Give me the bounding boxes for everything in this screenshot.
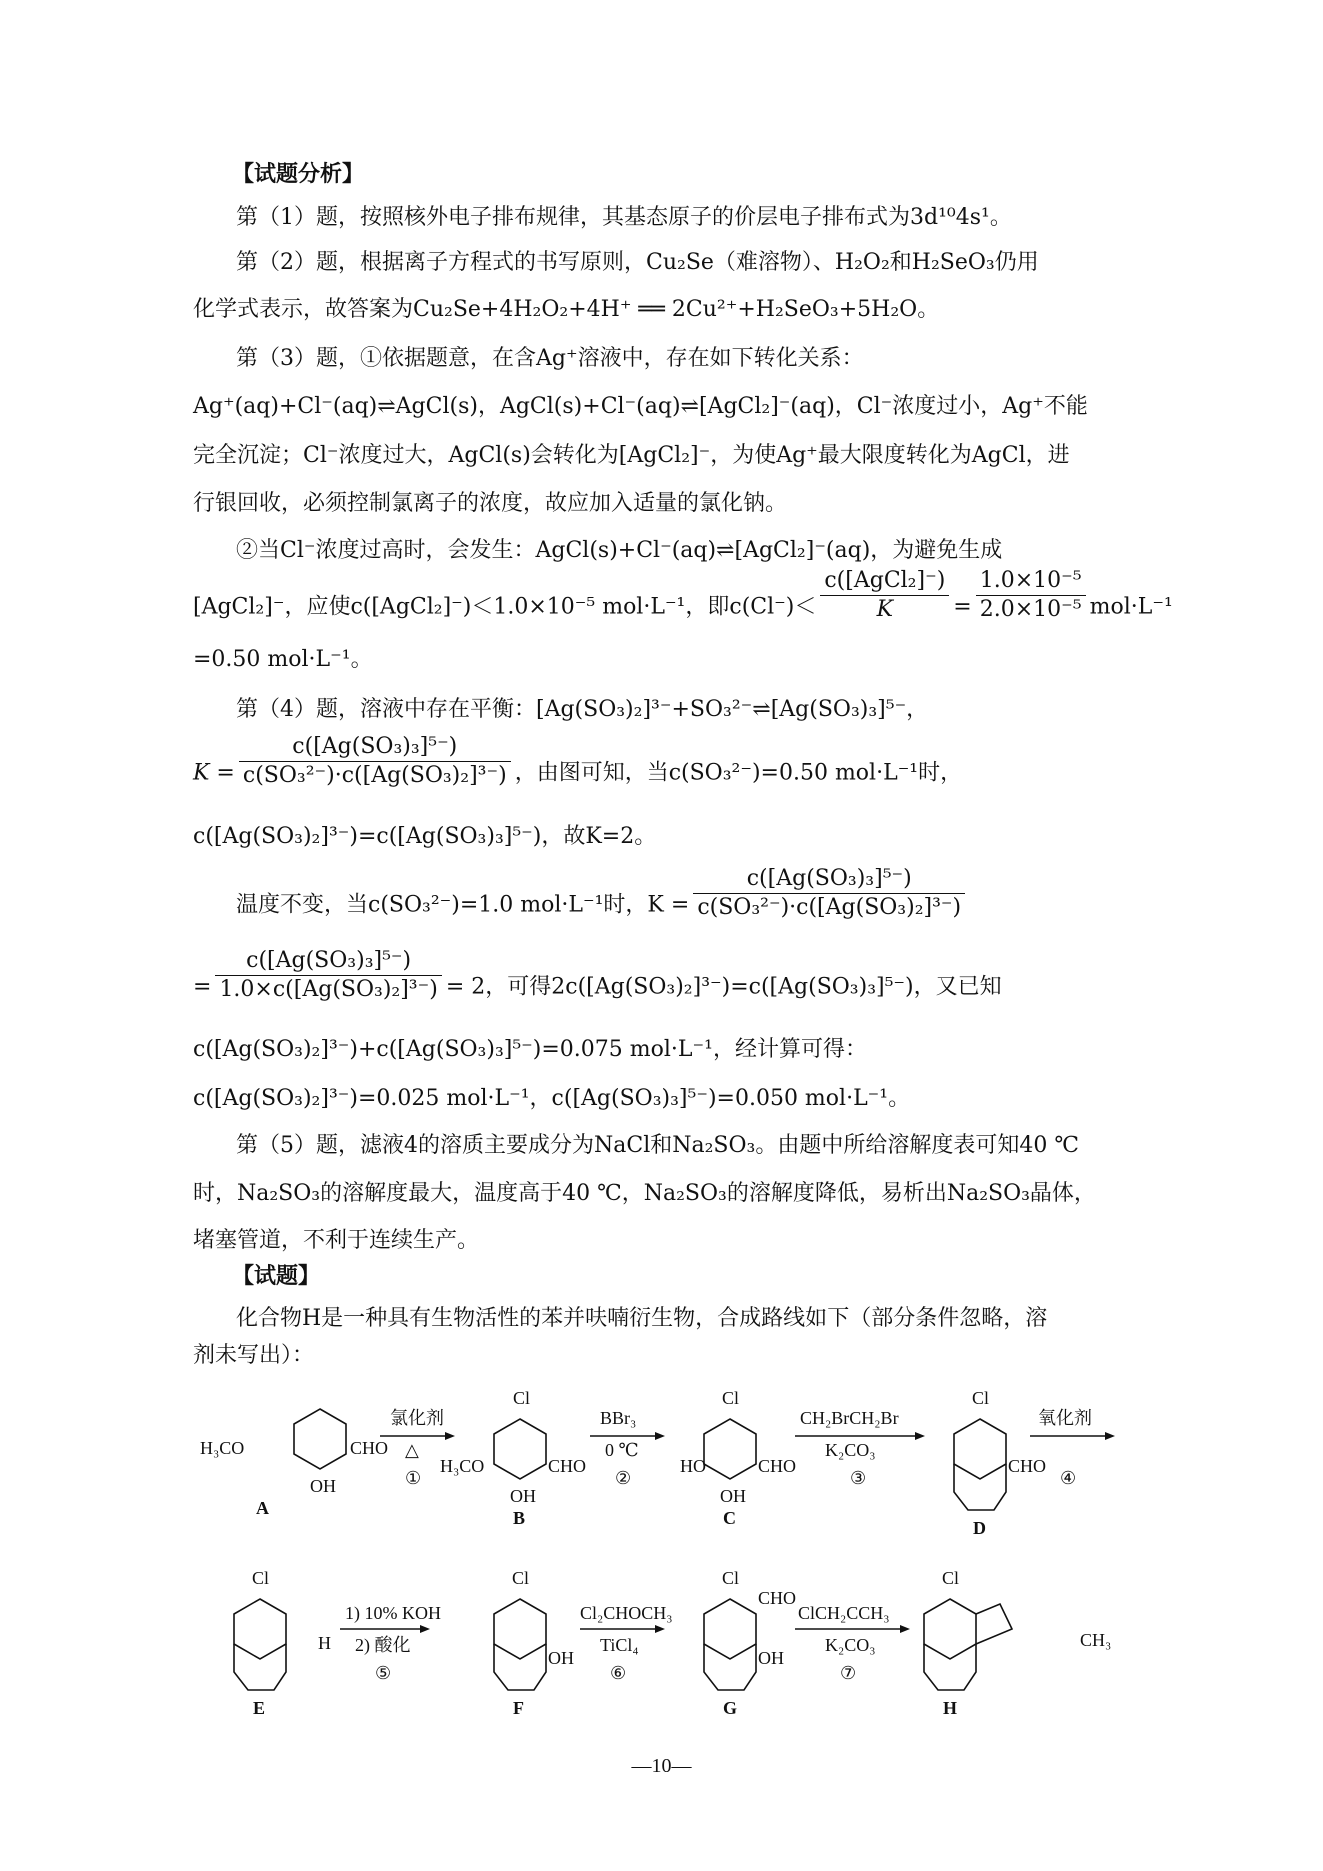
- paragraph-3b-line-2-text: [AgCl₂]⁻，应使c([AgCl₂]⁻)＜1.0×10⁻⁵ mol·L⁻¹，即c(Cl⁻)＜: [193, 594, 817, 620]
- ring-C: [704, 1419, 756, 1479]
- F-sub0: Cl: [512, 1568, 530, 1588]
- ring-A: [294, 1409, 346, 1469]
- question-line-1: 化合物H是一种具有生物活性的苯并呋喃衍生物，合成路线如下（部分条件忽略，溶: [236, 1306, 1048, 1331]
- paragraph-3-line-2: Ag⁺(aq)+Cl⁻(aq)⇌AgCl(s)，AgCl(s)+Cl⁻(aq)⇌[AgCl₂]⁻(aq)，Cl⁻浓度过小，Ag⁺不能: [193, 394, 1088, 419]
- step-1-num: ①: [405, 1468, 422, 1488]
- paragraph-4-line-5-eq: =: [193, 974, 212, 1000]
- fraction-1-denominator: K: [876, 597, 894, 622]
- step-6-num: ⑥: [610, 1663, 627, 1683]
- compound-label-F: F: [513, 1698, 524, 1718]
- step-7-num: ⑦: [840, 1663, 857, 1683]
- step-1-below: △: [405, 1440, 419, 1460]
- A-sub1: H₃CO: [200, 1438, 245, 1458]
- paragraph-3-line-4: 行银回收，必须控制氯离子的浓度，故应加入适量的氯化钠。: [193, 491, 788, 516]
- step-7-below: K₂CO₃: [825, 1635, 876, 1655]
- step-2-num: ②: [615, 1468, 632, 1488]
- paragraph-5-line-2: 时，Na₂SO₃的溶解度最大，温度高于40 ℃，Na₂SO₃的溶解度降低，易析出Na₂SO₃晶体，: [193, 1181, 1096, 1206]
- fraction-2-numerator: 1.0×10⁻⁵: [976, 568, 1086, 596]
- compound-label-G: G: [723, 1698, 738, 1718]
- paragraph-4-line-3: c([Ag(SO₃)₂]³⁻)=c([Ag(SO₃)₃]⁵⁻)，故K=2。: [193, 824, 657, 849]
- E-sub0: Cl: [252, 1568, 270, 1588]
- question-line-2: 剂未写出）：: [193, 1343, 315, 1368]
- fraction-K2-numerator: c([Ag(SO₃)₃]⁵⁻): [693, 866, 965, 894]
- question-heading: 【试题】: [232, 1264, 321, 1289]
- paragraph-3b-line-3: =0.50 mol·L⁻¹。: [193, 647, 373, 672]
- ring-B: [494, 1419, 546, 1479]
- H-sub3: CH₃: [1080, 1630, 1112, 1650]
- analysis-heading: 【试题分析】: [232, 162, 365, 187]
- step-5-num: ⑤: [375, 1663, 392, 1683]
- step-3-below: K₂CO₃: [825, 1440, 876, 1460]
- fraction-K: [239, 734, 511, 789]
- paragraph-2-line-1: 第（2）题，根据离子方程式的书写原则，Cu₂Se（难溶物）、H₂O₂和H₂SeO₃仍用: [236, 250, 1039, 275]
- ring-F: [494, 1599, 546, 1659]
- step-3-above: CH₂BrCH₂Br: [800, 1408, 899, 1428]
- F-sub3: OH: [548, 1648, 574, 1668]
- paragraph-3-line-1: 第（3）题，①依据题意，在含Ag⁺溶液中，存在如下转化关系：: [236, 346, 864, 371]
- step-3-num: ③: [850, 1468, 867, 1488]
- step-6-below: TiCl₄: [600, 1635, 639, 1655]
- paragraph-1: 第（1）题，按照核外电子排布规律，其基态原子的价层电子排布式为3d¹⁰4s¹。: [236, 205, 1012, 230]
- step-5-above: 1) 10% KOH: [345, 1603, 441, 1623]
- step-4-num: ④: [1060, 1468, 1077, 1488]
- C-sub3: CHO: [758, 1456, 797, 1476]
- D-sub0: Cl: [972, 1388, 990, 1408]
- fraction-K3-numerator: c([Ag(SO₃)₃]⁵⁻): [215, 948, 441, 976]
- equals-sign: =: [953, 594, 972, 620]
- compound-label-C: C: [723, 1508, 736, 1528]
- fraction-K3-denominator: 1.0×c([Ag(SO₃)₂]³⁻): [219, 977, 438, 1002]
- D-sub3: CHO: [1008, 1456, 1047, 1476]
- page-number: —10—: [631, 1755, 692, 1777]
- paragraph-3b-line-2: [193, 568, 1173, 623]
- compound-label-H: H: [943, 1698, 958, 1718]
- paragraph-4-line-6: c([Ag(SO₃)₂]³⁻)+c([Ag(SO₃)₃]⁵⁻)=0.075 mol·L⁻¹，经计算可得：: [193, 1037, 867, 1062]
- G-sub0: Cl: [722, 1568, 740, 1588]
- compound-label-B: B: [513, 1508, 526, 1528]
- K-symbol: K =: [193, 760, 235, 786]
- C-sub1: HO: [680, 1456, 706, 1476]
- paragraph-4-line-7: c([Ag(SO₃)₂]³⁻)=0.025 mol·L⁻¹，c([Ag(SO₃)₃]⁵⁻)=0.050 mol·L⁻¹。: [193, 1086, 911, 1111]
- step-5-below: 2) 酸化: [355, 1635, 411, 1655]
- fraction-K-numerator: c([Ag(SO₃)₃]⁵⁻): [239, 734, 511, 762]
- paragraph-4-line-1: 第（4）题，溶液中存在平衡：[Ag(SO₃)₂]³⁻+SO₃²⁻⇌[Ag(SO₃)₃]⁵⁻，: [236, 697, 929, 722]
- step-1-above: 氯化剂: [390, 1408, 444, 1428]
- paragraph-4-line-5-text: = 2，可得2c([Ag(SO₃)₂]³⁻)=c([Ag(SO₃)₃]⁵⁻)，又已知: [445, 974, 1002, 1000]
- step-2-above: BBr₃: [600, 1408, 637, 1428]
- fraction-1-numerator: c([AgCl₂]⁻): [820, 568, 949, 596]
- A-sub3: CHO: [350, 1438, 389, 1458]
- fraction-1: [820, 568, 949, 623]
- G-sub1: CHO: [758, 1588, 797, 1608]
- B-sub0: Cl: [513, 1388, 531, 1408]
- fraction-K2-denominator: c(SO₃²⁻)·c([Ag(SO₃)₂]³⁻): [697, 895, 962, 920]
- compound-label-D: D: [973, 1518, 986, 1538]
- paragraph-5-line-1: 第（5）题，滤液4的溶质主要成分为NaCl和Na₂SO₃。由题中所给溶解度表可知40 ℃: [236, 1133, 1079, 1158]
- step-4-above: 氧化剂: [1038, 1408, 1092, 1428]
- paragraph-2-line-2: 化学式表示，故答案为Cu₂Se+4H₂O₂+4H⁺ ══ 2Cu²⁺+H₂SeO₃+5H₂O。: [193, 297, 940, 322]
- fraction-K2: [693, 866, 965, 921]
- paragraph-4-line-4-text: 温度不变，当c(SO₃²⁻)=1.0 mol·L⁻¹时，K =: [236, 892, 690, 918]
- B-sub3: CHO: [548, 1456, 587, 1476]
- G-sub3: OH: [758, 1648, 784, 1668]
- C-sub2: OH: [720, 1486, 746, 1506]
- synthesis-scheme: [200, 1374, 1120, 1724]
- fraction-K-denominator: c(SO₃²⁻)·c([Ag(SO₃)₂]³⁻): [242, 763, 507, 788]
- step-2-below: 0 ℃: [605, 1440, 639, 1460]
- fraction-K3: [215, 948, 441, 1003]
- paragraph-5-line-3: 堵塞管道，不利于连续生产。: [193, 1228, 480, 1253]
- ring-D: [954, 1419, 1006, 1479]
- step-6-above: Cl₂CHOCH₃: [580, 1603, 673, 1623]
- B-sub2: OH: [510, 1486, 536, 1506]
- ring-E: [234, 1599, 286, 1659]
- fraction-2-denominator: 2.0×10⁻⁵: [979, 597, 1082, 622]
- paragraph-4-line-5: [193, 948, 1002, 1003]
- step-7-above: ClCH₂CCH₃: [798, 1603, 890, 1623]
- paragraph-4-line-2-text: ，由图可知，当c(SO₃²⁻)=0.50 mol·L⁻¹时，: [514, 760, 963, 786]
- paragraph-3-line-3: 完全沉淀；Cl⁻浓度过大，AgCl(s)会转化为[AgCl₂]⁻，为使Ag⁺最大限度转化为AgCl，进: [193, 443, 1070, 468]
- fraction-2: [976, 568, 1086, 623]
- B-sub1: H₃CO: [440, 1456, 485, 1476]
- compound-label-A: A: [256, 1498, 269, 1518]
- H-sub0: Cl: [942, 1568, 960, 1588]
- ring-G: [704, 1599, 756, 1659]
- paragraph-4-line-2: [193, 734, 963, 789]
- C-sub0: Cl: [722, 1388, 740, 1408]
- paragraph-4-line-4: [236, 866, 969, 921]
- E-sub3: H: [318, 1633, 331, 1653]
- compound-label-E: E: [253, 1698, 266, 1718]
- paragraph-3b-line-1: ②当Cl⁻浓度过高时，会发生：AgCl(s)+Cl⁻(aq)⇌[AgCl₂]⁻(aq)，为避免生成: [236, 538, 1003, 563]
- ring-H: [924, 1599, 976, 1659]
- unit-text: mol·L⁻¹: [1089, 594, 1173, 620]
- A-sub2: OH: [310, 1476, 336, 1496]
